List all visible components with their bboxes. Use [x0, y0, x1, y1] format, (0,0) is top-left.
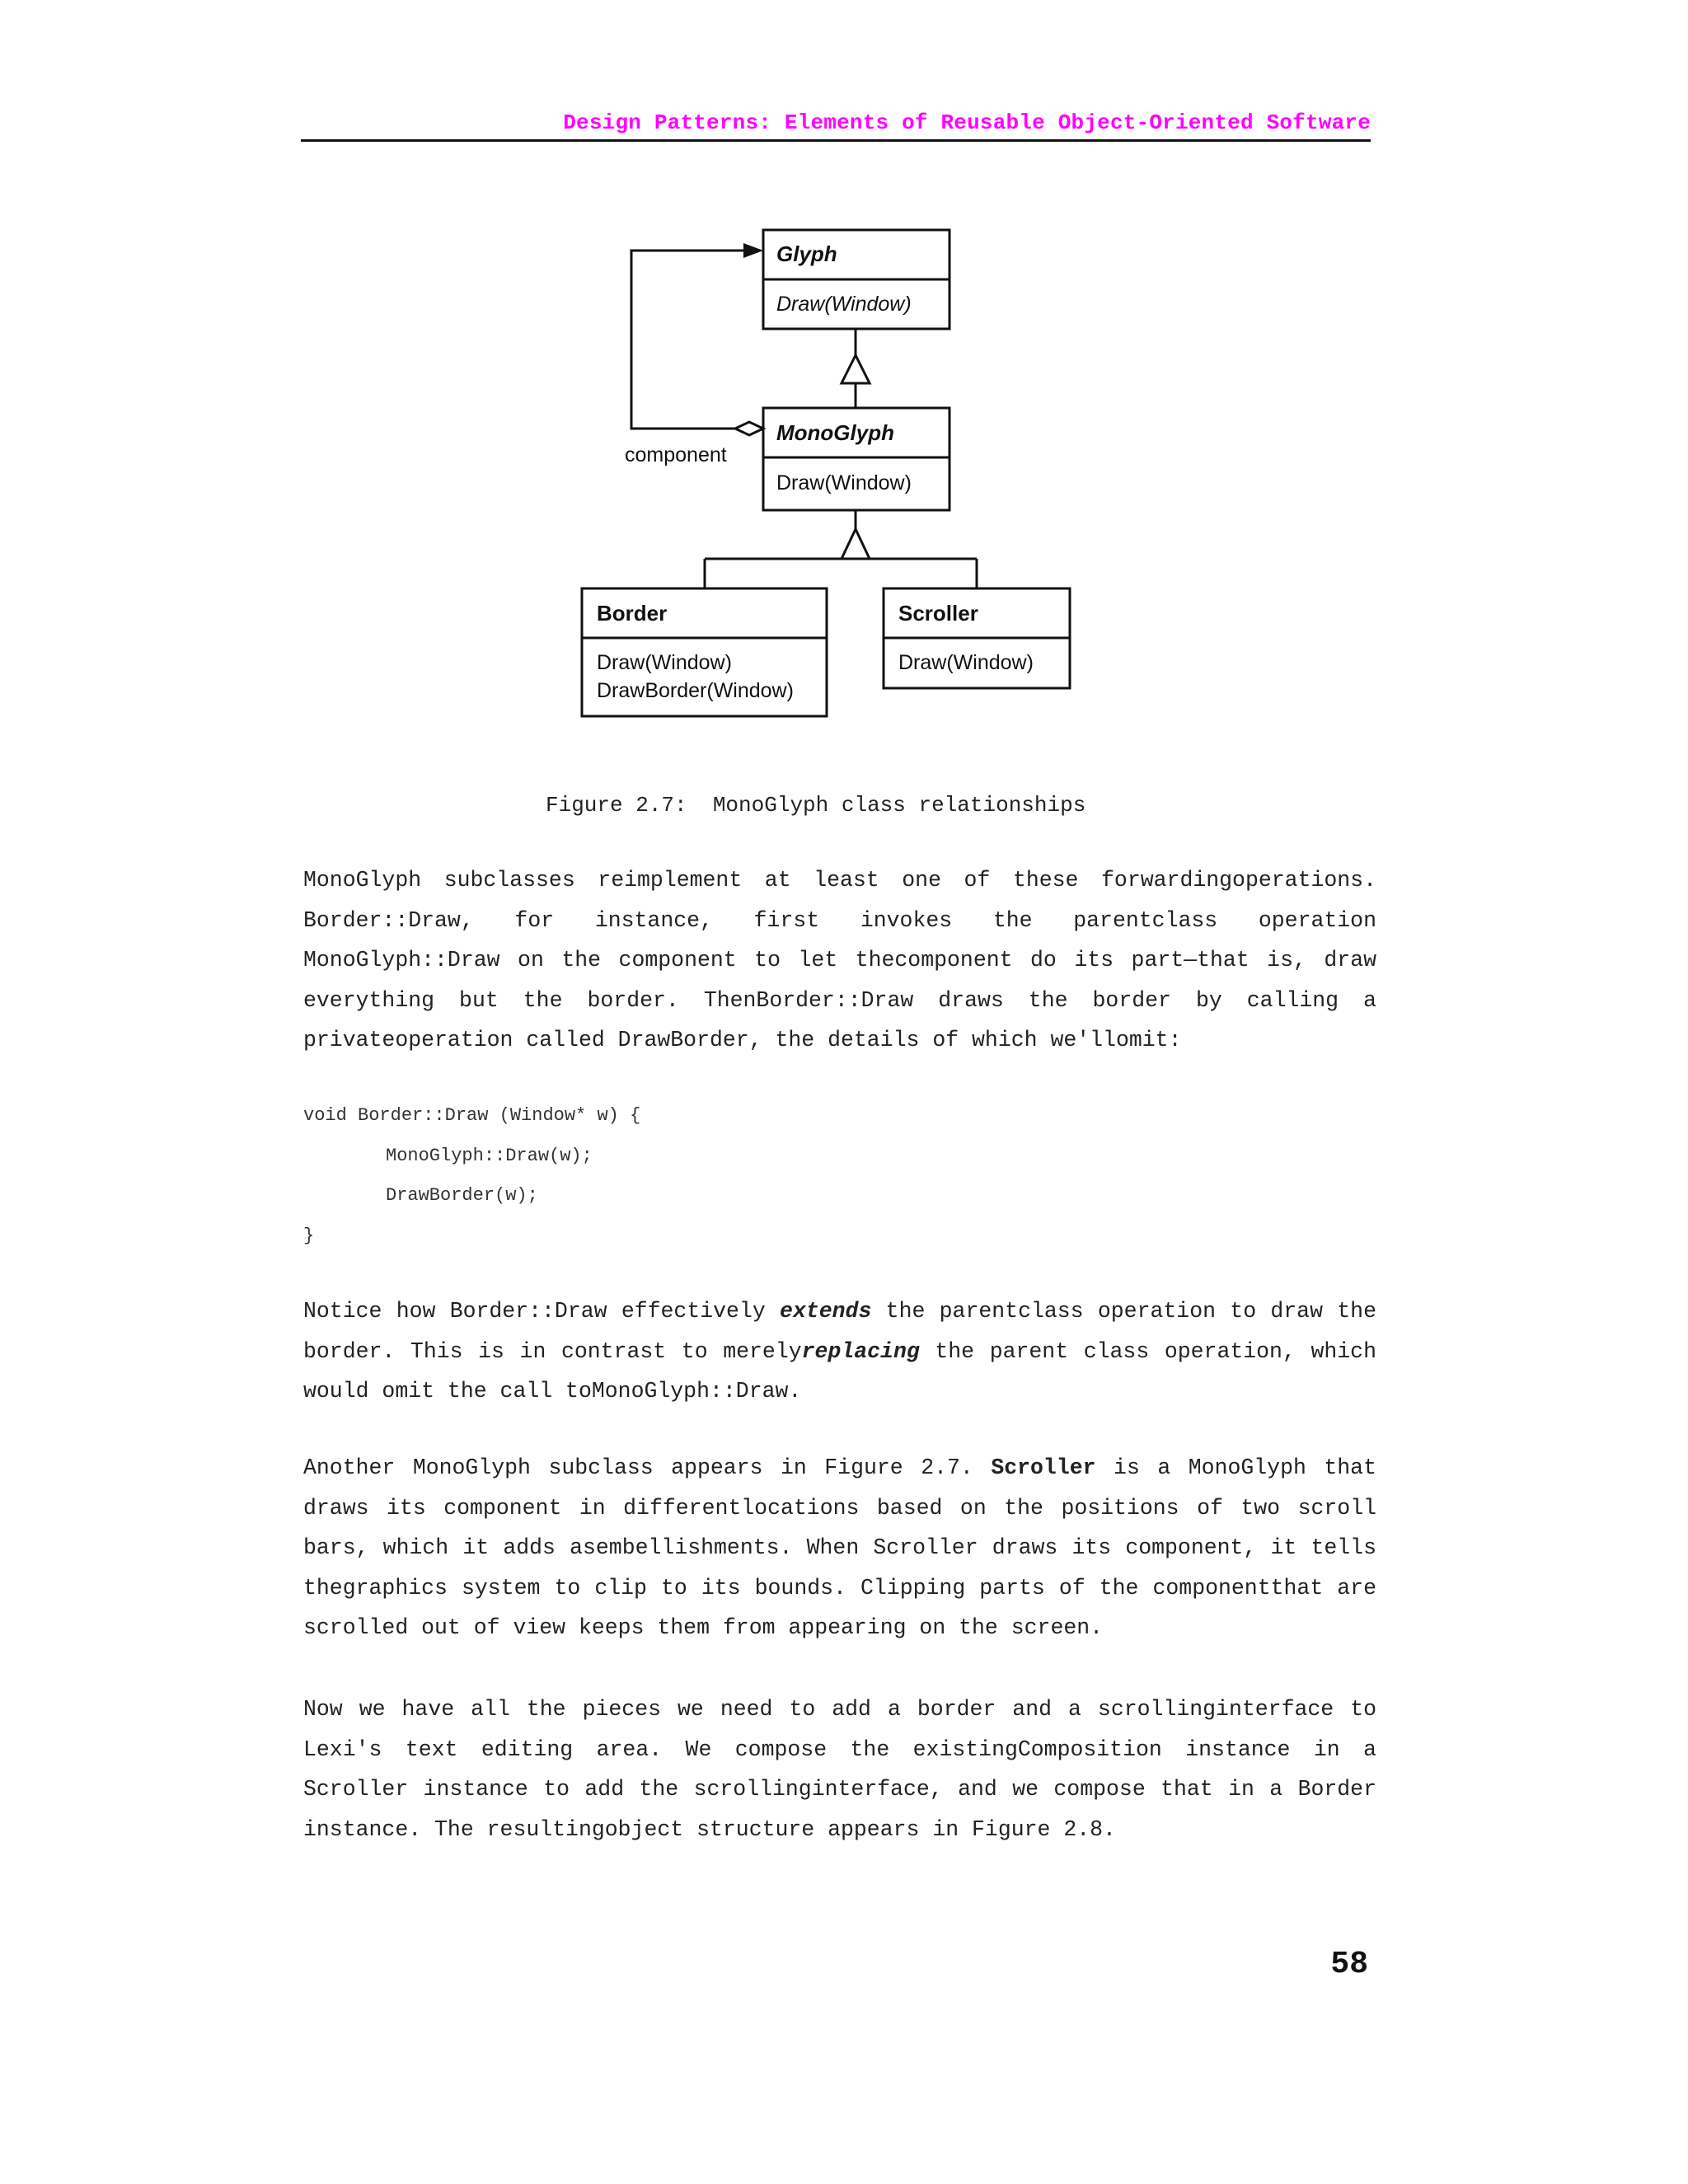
- paragraph-2-text: Notice how Border::Draw effectively: [303, 1299, 781, 1324]
- inheritance-triangle-monoglyph: [842, 529, 870, 559]
- border-operation-drawborder: DrawBorder(Window): [597, 679, 794, 702]
- inheritance-triangle-glyph: [842, 355, 870, 383]
- glyph-operation: Draw(Window): [776, 293, 912, 316]
- running-header: Design Patterns: Elements of Reusable Object-Oriented Software: [563, 110, 1371, 135]
- scroller-operation: Draw(Window): [898, 651, 1034, 674]
- page-number: 58: [1330, 1947, 1368, 1982]
- code-line: MonoGlyph::Draw(w);: [386, 1145, 593, 1166]
- paragraph-2: [303, 1291, 1376, 1412]
- monoglyph-class-diagram: [0, 0, 1688, 742]
- emphasis-replacing: replacing: [801, 1338, 920, 1364]
- association-arrowhead-icon: [743, 243, 763, 258]
- scroller-class-name: Scroller: [898, 601, 978, 626]
- emphasis-extends: extends: [780, 1299, 872, 1324]
- paragraph-3-text: is a MonoGlyph that draws its component in differentlocations based on the positions of two scroll bars, which it adds asembellishments. When Scroller draws its component, it tells thegraphics system to clip to its bounds. Clipping parts of the componentthat are scrolled out of view keeps them from appearing on the screen.: [303, 1455, 1376, 1640]
- paragraph-2-text: the parentclass operation to draw the border. This is in contrast to merely: [303, 1299, 1376, 1364]
- paragraph-3: [303, 1448, 1376, 1648]
- code-line: }: [303, 1225, 315, 1246]
- code-block: [303, 1096, 640, 1256]
- figure-caption: Figure 2.7: MonoGlyph class relationships: [546, 793, 1086, 818]
- paragraph-1: MonoGlyph subclasses reimplement at least one of these forwardingoperations. Border::Draw, for instance, first invokes the parentclass operation MonoGlyph::Draw on the component to let thecomponent do its part—that is, draw everything but the border. ThenBorder::Draw draws the border by calling a privateoperation called DrawBorder, the details of which we'llomit:: [303, 868, 1376, 1052]
- code-line: DrawBorder(w);: [386, 1185, 538, 1206]
- border-class-name: Border: [597, 601, 668, 626]
- code-line: void Border::Draw (Window* w) {: [303, 1105, 641, 1126]
- monoglyph-operation: Draw(Window): [776, 471, 912, 494]
- paragraph-2-text: the parent class operation, which would omit the call toMonoGlyph::Draw.: [303, 1338, 1376, 1404]
- component-label: component: [625, 443, 727, 466]
- paragraph-4: Now we have all the pieces we need to add a border and a scrollinginterface to Lexi's text editing area. We compose the existingComposition instance in a Scroller instance to add the scrollinginterface, and we compose that in a Border instance. The resultingobject structure appears in Figure 2.8.: [303, 1697, 1376, 1842]
- aggregation-diamond-icon: [735, 422, 763, 435]
- paragraph-3-text: Another MonoGlyph subclass appears in Figure 2.7.: [303, 1455, 992, 1480]
- emphasis-scroller: Scroller: [991, 1455, 1096, 1480]
- monoglyph-class-name: MonoGlyph: [776, 420, 894, 445]
- border-operation-draw: Draw(Window): [597, 651, 732, 674]
- glyph-class-name: Glyph: [776, 241, 837, 266]
- component-association-line: [631, 251, 746, 429]
